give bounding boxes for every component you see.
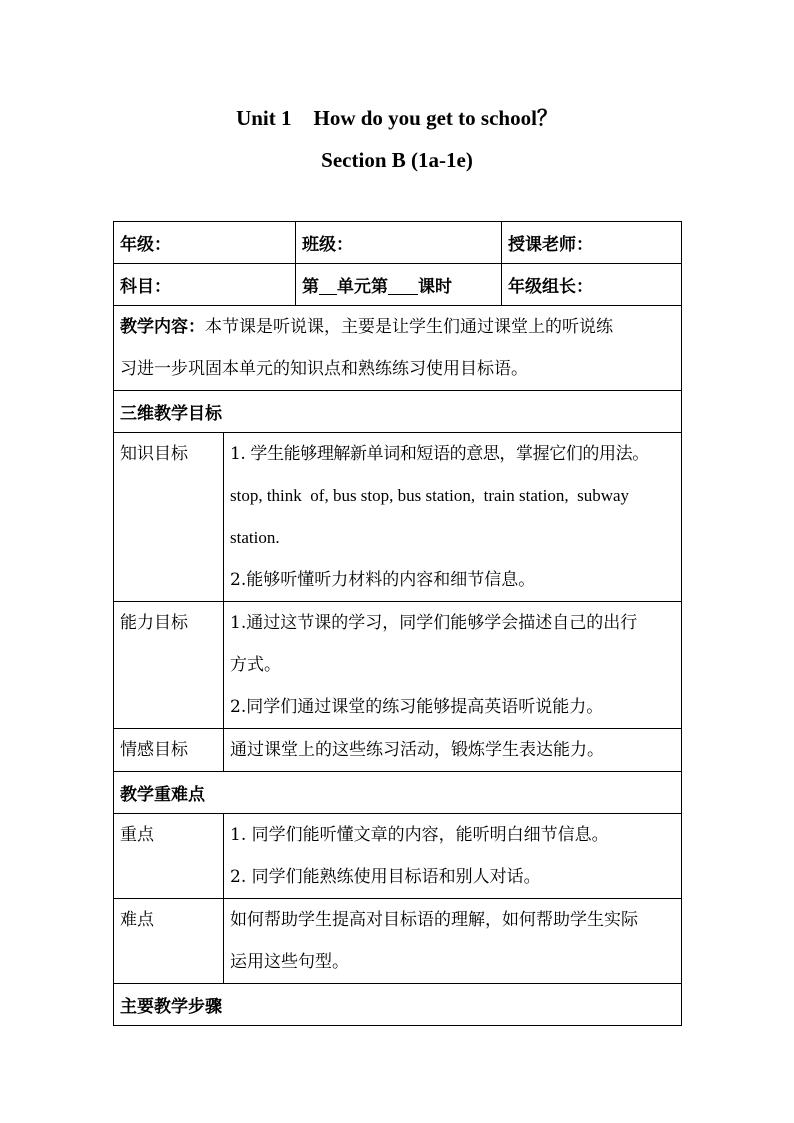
difficult-points-line-1: 如何帮助学生提高对目标语的理解，如何帮助学生实际 — [230, 910, 638, 930]
lesson-number-blank — [388, 276, 418, 295]
emotion-line-1: 通过课堂上的这些练习活动，锻炼学生表达能力。 — [230, 740, 604, 760]
subject-cell: 科目： — [114, 264, 296, 306]
document-title — [0, 104, 794, 132]
content-line-2: 习进一步巩固本单元的知识点和熟练练习使用目标语。 — [120, 359, 528, 379]
steps-heading-row — [114, 984, 682, 1026]
difficult-points-line-2: 运用这些句型。 — [230, 952, 349, 972]
emotion-label: 情感目标 — [114, 729, 224, 772]
ability-content — [224, 602, 682, 729]
header-row-2 — [114, 264, 682, 306]
unit-lesson-suffix: 课时 — [418, 277, 452, 297]
objectives-heading: 三维教学目标 — [114, 391, 682, 433]
key-points-line-1: 1. 同学们能听懂文章的内容，能听明白细节信息。 — [230, 825, 609, 845]
ability-line-3: 2.同学们通过课堂的练习能够提高英语听说能力。 — [230, 697, 604, 717]
emotion-content — [224, 729, 682, 772]
unit-number-blank — [319, 276, 337, 295]
group-leader-cell: 年级组长： — [502, 264, 682, 306]
unit-lesson-prefix: 第 — [302, 277, 319, 297]
ability-row — [114, 602, 682, 729]
unit-lesson-cell — [296, 264, 502, 306]
ability-line-1: 1.通过这节课的学习，同学们能够学会描述自己的出行 — [230, 613, 638, 633]
unit-lesson-middle: 单元第 — [337, 277, 388, 297]
knowledge-line-1: 1. 学生能够理解新单词和短语的意思，掌握它们的用法。 — [230, 444, 649, 464]
class-cell: 班级： — [296, 222, 502, 264]
key-points-row — [114, 814, 682, 899]
teacher-cell: 授课老师： — [502, 222, 682, 264]
key-points-label: 重点 — [114, 814, 224, 899]
steps-heading: 主要教学步骤 — [114, 984, 682, 1026]
grade-cell: 年级： — [114, 222, 296, 264]
key-points-content — [224, 814, 682, 899]
knowledge-line-3: station. — [230, 528, 280, 547]
knowledge-row — [114, 433, 682, 602]
key-difficult-heading-row — [114, 772, 682, 814]
key-points-line-2: 2. 同学们能熟练使用目标语和别人对话。 — [230, 867, 541, 887]
knowledge-label: 知识目标 — [114, 433, 224, 602]
objectives-heading-row — [114, 391, 682, 433]
knowledge-line-2: stop, think of, bus stop, bus station, train station, subway — [230, 486, 630, 505]
ability-line-2: 方式。 — [230, 655, 281, 675]
content-label: 教学内容： — [120, 317, 205, 337]
lesson-plan-table — [113, 221, 682, 1026]
title-question: How do you get to school？ — [313, 106, 558, 130]
content-row — [114, 306, 682, 391]
difficult-points-row — [114, 899, 682, 984]
difficult-points-content — [224, 899, 682, 984]
content-line-1: 本节课是听说课，主要是让学生们通过课堂上的听说练 — [205, 317, 613, 337]
difficult-points-label: 难点 — [114, 899, 224, 984]
knowledge-content — [224, 433, 682, 602]
document-subtitle: Section B (1a-1e) — [321, 148, 473, 172]
title-unit: Unit 1 — [236, 106, 292, 130]
header-row-1 — [114, 222, 682, 264]
content-cell — [114, 306, 682, 391]
knowledge-line-4: 2.能够听懂听力材料的内容和细节信息。 — [230, 570, 536, 590]
key-difficult-heading: 教学重难点 — [114, 772, 682, 814]
ability-label: 能力目标 — [114, 602, 224, 729]
emotion-row — [114, 729, 682, 772]
